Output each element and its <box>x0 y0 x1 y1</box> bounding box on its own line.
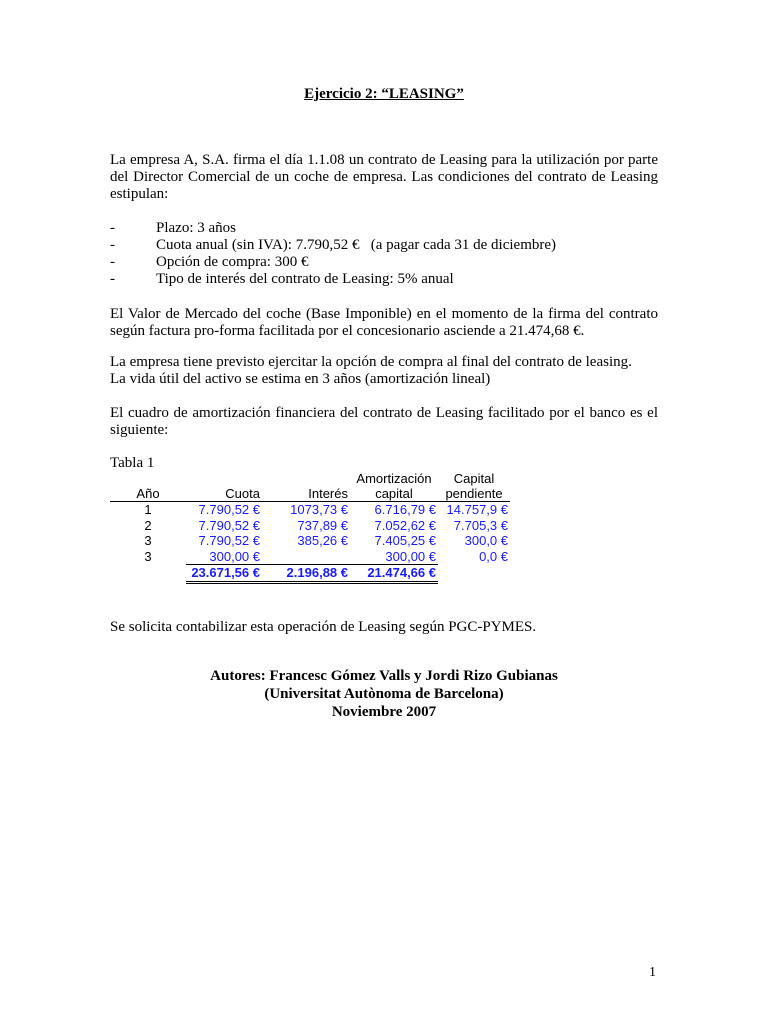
list-dash: - <box>110 254 115 270</box>
cuota-cell: 7.790,52 € <box>198 533 260 548</box>
amortizacion-cell: 6.716,79 € <box>374 502 436 517</box>
list-dash: - <box>110 271 115 287</box>
amortizacion-cell: 7.052,62 € <box>374 517 436 533</box>
market-value-paragraph: El Valor de Mercado del coche (Base Imponible) en el momento de la firma del contrato según factura pro-forma facilitada por el concesionario asciende a 21.474,68 €. <box>110 306 658 339</box>
year-cell: 3 <box>144 548 152 564</box>
header-cell <box>262 471 350 486</box>
capital-pendiente-cell: 14.757,9 € <box>446 502 508 517</box>
year-cell: 1 <box>144 502 152 517</box>
header-cell <box>110 471 186 486</box>
table-row <box>110 502 510 518</box>
request-paragraph: Se solicita contabilizar esta operación de Leasing según PGC-PYMES. <box>110 619 537 635</box>
purchase-option-line: La empresa tiene previsto ejercitar la opción de compra al final del contrato de leasing. <box>110 354 632 370</box>
capital-pendiente-cell: 300,0 € <box>464 533 508 548</box>
cuota-cell: 300,00 € <box>209 548 260 564</box>
capital-pendiente-cell: 7.705,3 € <box>453 517 508 533</box>
header-cell: Cuota <box>186 486 262 502</box>
total-amortizacion-cell: 21.474,66 € <box>350 565 438 583</box>
list-item <box>110 220 658 237</box>
interes-cell <box>262 549 350 565</box>
amortization-table <box>110 471 510 584</box>
header-cell: Capital <box>453 471 495 486</box>
interes-cell: 1073,73 € <box>290 502 348 517</box>
page-number: 1 <box>649 965 656 980</box>
table-row <box>110 533 510 549</box>
condition-text: Plazo: 3 años <box>156 220 236 236</box>
header-cell: Interés <box>262 486 350 502</box>
interes-cell: 385,26 € <box>297 533 348 548</box>
list-dash: - <box>110 220 115 236</box>
cuota-cell: 7.790,52 € <box>198 502 260 517</box>
condition-text: Opción de compra: 300 € <box>156 254 309 270</box>
table-label: Tabla 1 <box>110 455 155 471</box>
intro-paragraph: La empresa A, S.A. firma el día 1.1.08 un contrato de Leasing para la utilización por parte del Director Comercial de un coche de empresa. Las condiciones del contrato de Leasing estipulan: <box>110 152 658 202</box>
useful-life-line: La vida útil del activo se estima en 3 años (amortización lineal) <box>110 371 491 387</box>
condition-text: Cuota anual (sin IVA): 7.790,52 € (a pagar cada 31 de diciembre) <box>156 237 557 253</box>
total-cell <box>438 565 510 583</box>
header-cell <box>186 471 262 486</box>
total-cuota-cell: 23.671,56 € <box>186 565 262 583</box>
total-cell <box>110 565 186 583</box>
header-cell: pendiente <box>438 486 510 502</box>
header-cell: capital <box>350 486 438 502</box>
header-cell: Año <box>110 486 186 502</box>
university-line: (Universitat Autònoma de Barcelona) <box>264 686 504 702</box>
condition-text: Tipo de interés del contrato de Leasing: 5% anual <box>156 271 454 287</box>
list-item <box>110 271 658 288</box>
table-row <box>110 549 510 565</box>
authors-line: Autores: Francesc Gómez Valls y Jordi Rizo Gubianas <box>210 668 558 684</box>
total-interes-cell: 2.196,88 € <box>262 565 350 583</box>
table-row <box>110 518 510 534</box>
year-cell: 2 <box>144 517 152 533</box>
conditions-list <box>110 220 658 288</box>
purchase-option-paragraph <box>110 354 658 388</box>
list-item <box>110 237 658 254</box>
interes-cell: 737,89 € <box>297 517 348 533</box>
amortizacion-cell: 7.405,25 € <box>374 533 436 548</box>
totals-row <box>110 565 510 583</box>
list-item <box>110 254 658 271</box>
year-cell: 3 <box>144 533 152 548</box>
capital-pendiente-cell: 0,0 € <box>479 548 508 564</box>
table-intro-paragraph: El cuadro de amortización financiera del contrato de Leasing facilitado por el banco es el siguiente: <box>110 405 658 438</box>
table-header-row <box>110 471 510 486</box>
amortizacion-cell: 300,00 € <box>385 548 436 564</box>
exercise-title: Ejercicio 2: “LEASING” <box>304 86 464 102</box>
table-header-row <box>110 486 510 502</box>
list-dash: - <box>110 237 115 253</box>
date-line: Noviembre 2007 <box>331 704 437 720</box>
cuota-cell: 7.790,52 € <box>198 517 260 533</box>
header-cell: Amortización <box>356 471 432 486</box>
